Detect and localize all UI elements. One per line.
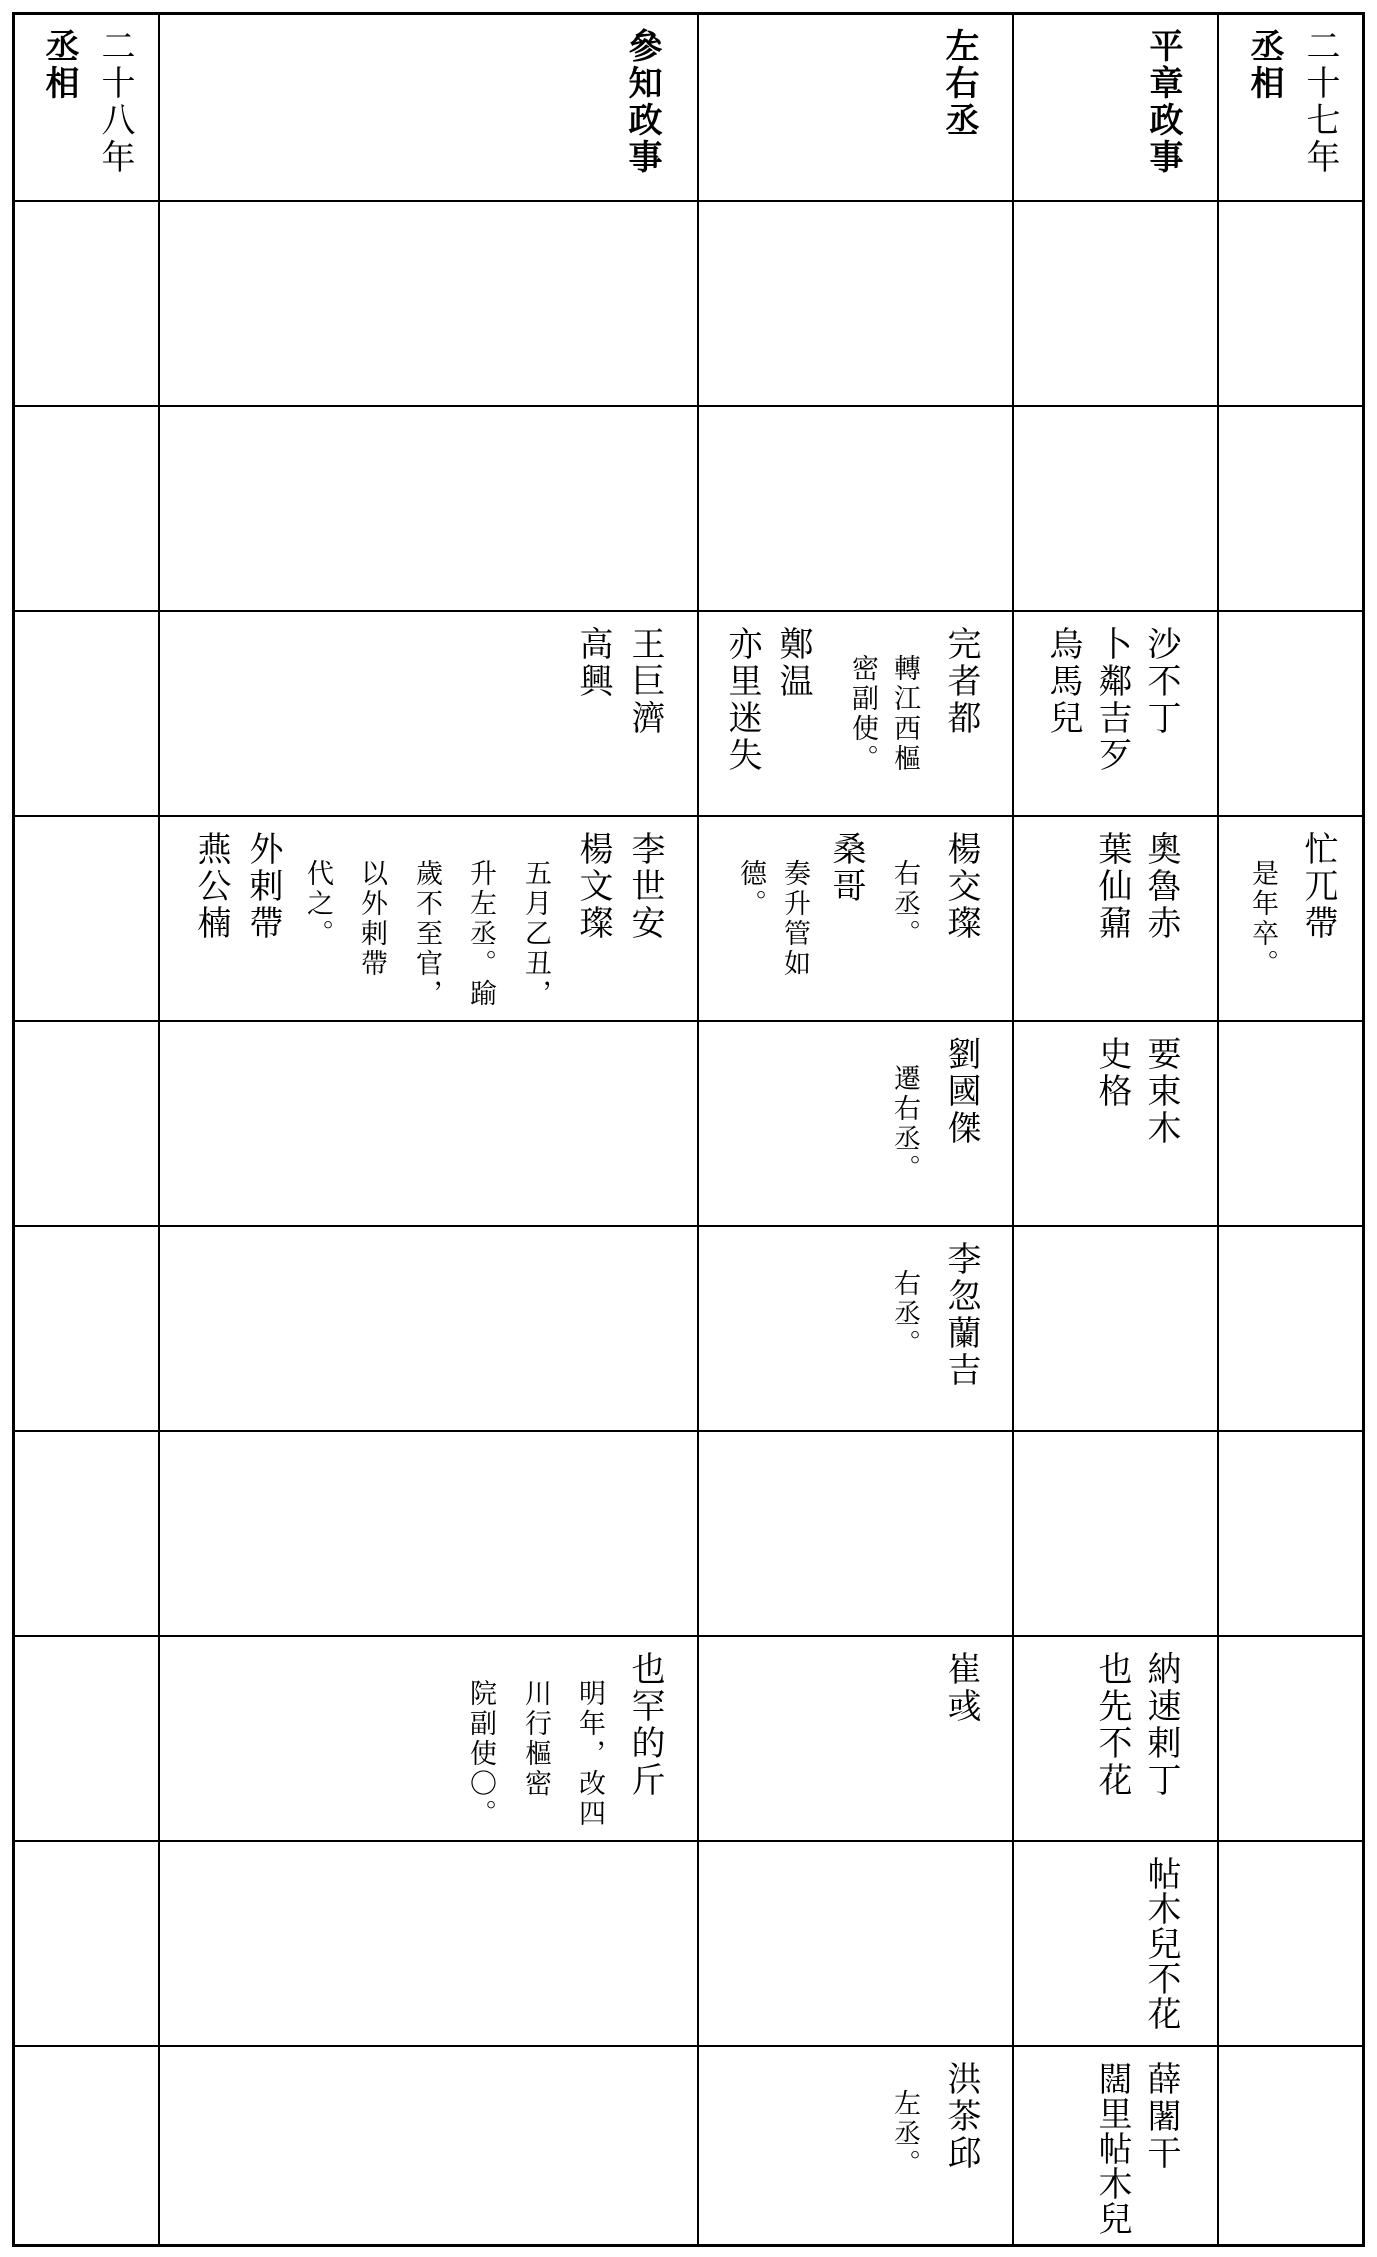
row-4-canzhi: [160, 817, 697, 1020]
official-name: 洪茶邱: [941, 2061, 981, 2172]
official-name: 也罕的斤: [625, 1651, 665, 1799]
official-name: 闊里帖木兒: [1092, 2061, 1132, 2236]
row-8-zuoyou: [699, 1637, 1012, 1840]
row-divider-6: [12, 1225, 1365, 1227]
row-4-zuoyou: [699, 817, 1012, 1020]
official-note: 川行樞密: [520, 1679, 551, 1799]
official-name: 楊文璨: [573, 831, 613, 942]
official-note: 右丞。: [889, 859, 920, 949]
official-name: 忙兀帶: [1298, 831, 1338, 942]
row-8-canzhi: [160, 1637, 697, 1840]
row-divider-7: [12, 1430, 1365, 1432]
official-note: 代之。: [302, 859, 333, 949]
official-name: 高興: [573, 626, 613, 700]
official-name: 楊交璨: [941, 831, 981, 942]
official-name: 葉仙鼐: [1092, 831, 1132, 942]
row-3-pingzhang: [1014, 612, 1217, 815]
official-note: 是年卒。: [1247, 859, 1278, 979]
official-note: 左丞。: [889, 2089, 920, 2179]
official-note: 歲不至官，: [411, 859, 442, 1009]
row-10-pingzhang: [1014, 2047, 1217, 2244]
header-canzhi-label: 參知政事: [622, 28, 662, 176]
header-zuoyou-label: 左右丞: [939, 28, 979, 139]
official-name: 奧魯赤: [1141, 831, 1181, 942]
border-left: [12, 12, 15, 2247]
official-name: 史格: [1092, 1036, 1132, 1110]
official-name: 納速剌丁: [1141, 1651, 1181, 1799]
border-bottom: [12, 2244, 1365, 2247]
official-note: 轉江西樞: [889, 654, 920, 774]
row-divider-2: [12, 405, 1365, 407]
official-name: 桑哥: [826, 831, 866, 905]
header-chengxiang-label-left: 丞相: [39, 28, 79, 102]
official-note: 奏升管如: [779, 859, 810, 979]
row-6-zuoyou: [699, 1227, 1012, 1430]
row-10-zuoyou: [699, 2047, 1012, 2244]
row-divider-1: [12, 200, 1365, 202]
column-divider-1: [158, 12, 160, 2247]
official-name: 王巨濟: [625, 626, 665, 737]
header-chengxiang-label-right: 丞相: [1244, 28, 1284, 102]
header-zuoyou: [699, 14, 1012, 200]
row-4-chengxiang: [1219, 817, 1362, 1020]
column-divider-4: [1217, 12, 1219, 2247]
official-name: 完者都: [941, 626, 981, 737]
header-year-28: 二十八年: [95, 28, 135, 176]
official-name: 卜鄰吉歹: [1092, 626, 1132, 774]
official-name: 薛闍干: [1141, 2061, 1181, 2172]
official-note: 明年，改四: [574, 1679, 605, 1829]
row-5-zuoyou: [699, 1022, 1012, 1225]
official-name: 要束木: [1141, 1036, 1181, 1147]
row-9-pingzhang: [1014, 1842, 1217, 2045]
official-name: 外剌帶: [243, 831, 283, 942]
row-8-pingzhang: [1014, 1637, 1217, 1840]
official-name: 李忽蘭吉: [941, 1241, 981, 1389]
border-right: [1362, 12, 1365, 2247]
official-note: 五月乙丑，: [520, 859, 551, 1009]
official-name: 崔彧: [941, 1651, 981, 1725]
official-name: 沙不丁: [1141, 626, 1181, 737]
row-3-canzhi: [160, 612, 697, 815]
official-note: 以外剌帶: [356, 859, 387, 979]
row-4-pingzhang: [1014, 817, 1217, 1020]
header-pingzhang-label: 平章政事: [1143, 28, 1183, 176]
official-name: 李世安: [625, 831, 665, 942]
official-name: 帖木兒不花: [1141, 1856, 1181, 2031]
official-name: 鄭温: [773, 626, 813, 700]
official-name: 也先不花: [1092, 1651, 1132, 1799]
official-note: 德。: [735, 859, 766, 919]
official-name: 燕公楠: [191, 831, 231, 942]
official-name: 劉國傑: [941, 1036, 981, 1147]
header-year-left: [14, 14, 158, 200]
official-note: 右丞。: [889, 1269, 920, 1359]
header-year-27: 二十七年: [1300, 28, 1340, 176]
official-note: 升左丞。踰: [465, 859, 496, 1009]
official-name: 烏馬兒: [1043, 626, 1083, 737]
header-pingzhang: [1014, 14, 1217, 200]
official-note: 院副使〇。: [465, 1679, 496, 1829]
row-5-pingzhang: [1014, 1022, 1217, 1225]
header-canzhi: [160, 14, 697, 200]
header-year-right: [1219, 14, 1362, 200]
official-note: 遷右丞。: [889, 1064, 920, 1184]
row-3-zuoyou: [699, 612, 1012, 815]
official-name: 亦里迷失: [722, 626, 762, 774]
official-note: 密副使。: [847, 654, 878, 774]
